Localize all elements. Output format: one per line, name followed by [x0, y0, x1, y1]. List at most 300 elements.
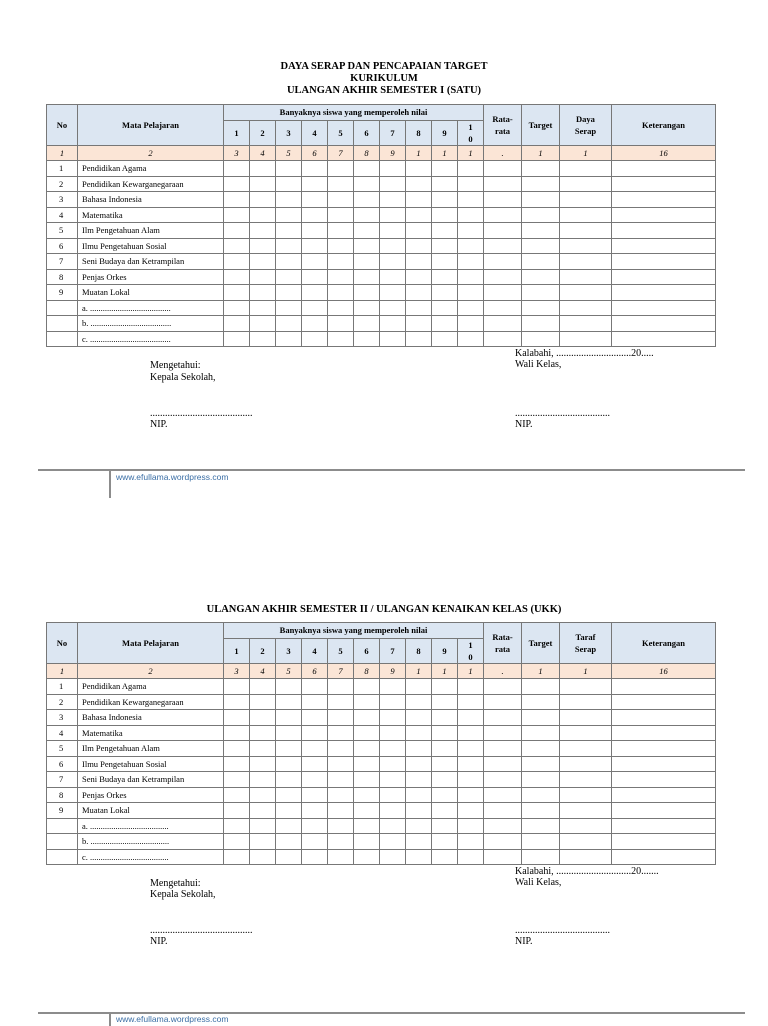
score-cell[interactable]	[354, 238, 380, 254]
score-cell[interactable]	[406, 756, 432, 772]
score-cell[interactable]	[354, 161, 380, 177]
score-cell[interactable]	[250, 285, 276, 301]
score-cell[interactable]	[250, 161, 276, 177]
score-cell[interactable]	[380, 161, 406, 177]
score-cell[interactable]	[560, 331, 612, 347]
score-cell[interactable]	[276, 818, 302, 834]
score-cell[interactable]	[354, 803, 380, 819]
score-cell[interactable]	[380, 679, 406, 695]
score-cell[interactable]	[560, 207, 612, 223]
score-cell[interactable]	[224, 316, 250, 332]
score-cell[interactable]	[276, 849, 302, 865]
score-cell[interactable]	[328, 679, 354, 695]
score-cell[interactable]	[276, 238, 302, 254]
score-cell[interactable]	[560, 285, 612, 301]
score-cell[interactable]	[224, 269, 250, 285]
score-cell[interactable]	[560, 161, 612, 177]
score-cell[interactable]	[432, 803, 458, 819]
score-cell[interactable]	[484, 710, 522, 726]
score-cell[interactable]	[380, 254, 406, 270]
score-cell[interactable]	[380, 176, 406, 192]
score-cell[interactable]	[612, 331, 716, 347]
score-cell[interactable]	[612, 192, 716, 208]
score-cell[interactable]	[250, 694, 276, 710]
score-cell[interactable]	[302, 787, 328, 803]
score-cell[interactable]	[612, 161, 716, 177]
score-cell[interactable]	[484, 818, 522, 834]
score-cell[interactable]	[432, 725, 458, 741]
score-cell[interactable]	[328, 285, 354, 301]
score-cell[interactable]	[612, 679, 716, 695]
score-cell[interactable]	[560, 176, 612, 192]
score-cell[interactable]	[458, 694, 484, 710]
score-cell[interactable]	[560, 756, 612, 772]
score-cell[interactable]	[302, 772, 328, 788]
score-cell[interactable]	[250, 834, 276, 850]
score-cell[interactable]	[276, 772, 302, 788]
score-cell[interactable]	[406, 772, 432, 788]
score-cell[interactable]	[380, 818, 406, 834]
score-cell[interactable]	[250, 741, 276, 757]
score-cell[interactable]	[276, 254, 302, 270]
score-cell[interactable]	[276, 316, 302, 332]
score-cell[interactable]	[224, 772, 250, 788]
score-cell[interactable]	[250, 300, 276, 316]
score-cell[interactable]	[224, 834, 250, 850]
score-cell[interactable]	[432, 285, 458, 301]
score-cell[interactable]	[560, 834, 612, 850]
score-cell[interactable]	[328, 269, 354, 285]
score-cell[interactable]	[302, 834, 328, 850]
score-cell[interactable]	[522, 316, 560, 332]
score-cell[interactable]	[522, 238, 560, 254]
score-cell[interactable]	[380, 285, 406, 301]
score-cell[interactable]	[522, 741, 560, 757]
score-cell[interactable]	[328, 849, 354, 865]
score-cell[interactable]	[522, 254, 560, 270]
score-cell[interactable]	[612, 803, 716, 819]
score-cell[interactable]	[406, 694, 432, 710]
score-cell[interactable]	[432, 818, 458, 834]
score-cell[interactable]	[522, 772, 560, 788]
score-cell[interactable]	[484, 834, 522, 850]
score-cell[interactable]	[380, 849, 406, 865]
score-cell[interactable]	[302, 803, 328, 819]
score-cell[interactable]	[276, 694, 302, 710]
score-cell[interactable]	[560, 269, 612, 285]
score-cell[interactable]	[484, 176, 522, 192]
score-cell[interactable]	[406, 161, 432, 177]
score-cell[interactable]	[458, 849, 484, 865]
score-cell[interactable]	[250, 223, 276, 239]
score-cell[interactable]	[224, 300, 250, 316]
score-cell[interactable]	[458, 834, 484, 850]
score-cell[interactable]	[612, 756, 716, 772]
score-cell[interactable]	[484, 787, 522, 803]
score-cell[interactable]	[354, 849, 380, 865]
score-cell[interactable]	[224, 725, 250, 741]
score-cell[interactable]	[458, 207, 484, 223]
score-cell[interactable]	[380, 741, 406, 757]
score-cell[interactable]	[302, 316, 328, 332]
score-cell[interactable]	[406, 710, 432, 726]
score-cell[interactable]	[354, 834, 380, 850]
score-cell[interactable]	[328, 710, 354, 726]
score-cell[interactable]	[406, 849, 432, 865]
score-cell[interactable]	[354, 710, 380, 726]
score-cell[interactable]	[406, 741, 432, 757]
score-cell[interactable]	[250, 803, 276, 819]
score-cell[interactable]	[276, 756, 302, 772]
score-cell[interactable]	[484, 238, 522, 254]
score-cell[interactable]	[406, 331, 432, 347]
score-cell[interactable]	[458, 818, 484, 834]
score-cell[interactable]	[406, 316, 432, 332]
score-cell[interactable]	[484, 803, 522, 819]
score-cell[interactable]	[560, 254, 612, 270]
score-cell[interactable]	[484, 254, 522, 270]
score-cell[interactable]	[250, 331, 276, 347]
score-cell[interactable]	[302, 192, 328, 208]
score-cell[interactable]	[302, 254, 328, 270]
score-cell[interactable]	[484, 207, 522, 223]
score-cell[interactable]	[484, 269, 522, 285]
score-cell[interactable]	[560, 192, 612, 208]
score-cell[interactable]	[328, 756, 354, 772]
score-cell[interactable]	[522, 161, 560, 177]
score-cell[interactable]	[250, 725, 276, 741]
score-cell[interactable]	[354, 300, 380, 316]
score-cell[interactable]	[328, 316, 354, 332]
score-cell[interactable]	[522, 285, 560, 301]
score-cell[interactable]	[380, 756, 406, 772]
score-cell[interactable]	[328, 331, 354, 347]
score-cell[interactable]	[276, 710, 302, 726]
score-cell[interactable]	[522, 679, 560, 695]
score-cell[interactable]	[406, 223, 432, 239]
score-cell[interactable]	[484, 679, 522, 695]
score-cell[interactable]	[612, 741, 716, 757]
score-cell[interactable]	[250, 238, 276, 254]
score-cell[interactable]	[302, 679, 328, 695]
score-cell[interactable]	[380, 787, 406, 803]
score-cell[interactable]	[560, 316, 612, 332]
score-cell[interactable]	[458, 772, 484, 788]
score-cell[interactable]	[224, 756, 250, 772]
score-cell[interactable]	[432, 710, 458, 726]
score-cell[interactable]	[522, 176, 560, 192]
score-cell[interactable]	[522, 694, 560, 710]
score-cell[interactable]	[484, 849, 522, 865]
score-cell[interactable]	[560, 787, 612, 803]
footer-link[interactable]: www.efullama.wordpress.com	[116, 472, 229, 482]
score-cell[interactable]	[560, 679, 612, 695]
score-cell[interactable]	[522, 207, 560, 223]
score-cell[interactable]	[302, 161, 328, 177]
score-cell[interactable]	[224, 803, 250, 819]
score-cell[interactable]	[458, 679, 484, 695]
score-cell[interactable]	[328, 741, 354, 757]
score-cell[interactable]	[276, 725, 302, 741]
score-cell[interactable]	[432, 300, 458, 316]
score-cell[interactable]	[302, 818, 328, 834]
score-cell[interactable]	[224, 176, 250, 192]
score-cell[interactable]	[302, 710, 328, 726]
score-cell[interactable]	[354, 223, 380, 239]
score-cell[interactable]	[522, 803, 560, 819]
score-cell[interactable]	[458, 269, 484, 285]
score-cell[interactable]	[522, 725, 560, 741]
score-cell[interactable]	[560, 725, 612, 741]
score-cell[interactable]	[406, 300, 432, 316]
score-cell[interactable]	[484, 161, 522, 177]
score-cell[interactable]	[224, 331, 250, 347]
score-cell[interactable]	[380, 238, 406, 254]
score-cell[interactable]	[276, 331, 302, 347]
score-cell[interactable]	[276, 269, 302, 285]
score-cell[interactable]	[560, 818, 612, 834]
score-cell[interactable]	[250, 710, 276, 726]
score-cell[interactable]	[406, 176, 432, 192]
score-cell[interactable]	[432, 176, 458, 192]
score-cell[interactable]	[224, 254, 250, 270]
score-cell[interactable]	[224, 192, 250, 208]
score-cell[interactable]	[432, 254, 458, 270]
score-cell[interactable]	[302, 300, 328, 316]
score-cell[interactable]	[354, 741, 380, 757]
score-cell[interactable]	[276, 741, 302, 757]
score-cell[interactable]	[612, 818, 716, 834]
score-cell[interactable]	[484, 725, 522, 741]
score-cell[interactable]	[380, 772, 406, 788]
score-cell[interactable]	[380, 223, 406, 239]
score-cell[interactable]	[328, 238, 354, 254]
score-cell[interactable]	[380, 710, 406, 726]
score-cell[interactable]	[484, 300, 522, 316]
score-cell[interactable]	[432, 316, 458, 332]
score-cell[interactable]	[380, 207, 406, 223]
score-cell[interactable]	[276, 223, 302, 239]
score-cell[interactable]	[612, 285, 716, 301]
score-cell[interactable]	[406, 818, 432, 834]
score-cell[interactable]	[612, 223, 716, 239]
score-cell[interactable]	[406, 285, 432, 301]
score-cell[interactable]	[522, 849, 560, 865]
score-cell[interactable]	[612, 316, 716, 332]
score-cell[interactable]	[432, 694, 458, 710]
score-cell[interactable]	[380, 834, 406, 850]
score-cell[interactable]	[458, 710, 484, 726]
score-cell[interactable]	[354, 787, 380, 803]
score-cell[interactable]	[224, 787, 250, 803]
score-cell[interactable]	[484, 285, 522, 301]
score-cell[interactable]	[380, 803, 406, 819]
score-cell[interactable]	[224, 694, 250, 710]
score-cell[interactable]	[612, 787, 716, 803]
score-cell[interactable]	[250, 269, 276, 285]
score-cell[interactable]	[432, 223, 458, 239]
score-cell[interactable]	[328, 192, 354, 208]
score-cell[interactable]	[328, 803, 354, 819]
score-cell[interactable]	[560, 694, 612, 710]
score-cell[interactable]	[484, 694, 522, 710]
score-cell[interactable]	[276, 300, 302, 316]
score-cell[interactable]	[224, 223, 250, 239]
score-cell[interactable]	[328, 694, 354, 710]
score-cell[interactable]	[484, 316, 522, 332]
score-cell[interactable]	[250, 772, 276, 788]
score-cell[interactable]	[354, 772, 380, 788]
score-cell[interactable]	[224, 710, 250, 726]
score-cell[interactable]	[354, 679, 380, 695]
score-cell[interactable]	[354, 818, 380, 834]
score-cell[interactable]	[522, 223, 560, 239]
score-cell[interactable]	[612, 300, 716, 316]
score-cell[interactable]	[612, 238, 716, 254]
score-cell[interactable]	[354, 725, 380, 741]
score-cell[interactable]	[522, 710, 560, 726]
score-cell[interactable]	[432, 679, 458, 695]
score-cell[interactable]	[302, 223, 328, 239]
score-cell[interactable]	[522, 756, 560, 772]
score-cell[interactable]	[328, 818, 354, 834]
score-cell[interactable]	[560, 300, 612, 316]
score-cell[interactable]	[612, 834, 716, 850]
score-cell[interactable]	[458, 300, 484, 316]
score-cell[interactable]	[302, 176, 328, 192]
score-cell[interactable]	[380, 725, 406, 741]
score-cell[interactable]	[458, 756, 484, 772]
score-cell[interactable]	[250, 316, 276, 332]
score-cell[interactable]	[276, 834, 302, 850]
score-cell[interactable]	[432, 834, 458, 850]
score-cell[interactable]	[354, 207, 380, 223]
score-cell[interactable]	[560, 238, 612, 254]
score-cell[interactable]	[224, 238, 250, 254]
score-cell[interactable]	[406, 269, 432, 285]
score-cell[interactable]	[458, 316, 484, 332]
score-cell[interactable]	[250, 787, 276, 803]
score-cell[interactable]	[458, 238, 484, 254]
score-cell[interactable]	[380, 331, 406, 347]
score-cell[interactable]	[328, 207, 354, 223]
score-cell[interactable]	[302, 756, 328, 772]
score-cell[interactable]	[276, 161, 302, 177]
score-cell[interactable]	[612, 710, 716, 726]
score-cell[interactable]	[224, 818, 250, 834]
score-cell[interactable]	[250, 192, 276, 208]
score-cell[interactable]	[276, 787, 302, 803]
score-cell[interactable]	[432, 192, 458, 208]
score-cell[interactable]	[484, 756, 522, 772]
score-cell[interactable]	[224, 849, 250, 865]
score-cell[interactable]	[560, 772, 612, 788]
score-cell[interactable]	[224, 285, 250, 301]
score-cell[interactable]	[458, 254, 484, 270]
score-cell[interactable]	[354, 756, 380, 772]
score-cell[interactable]	[458, 741, 484, 757]
score-cell[interactable]	[522, 331, 560, 347]
score-cell[interactable]	[354, 254, 380, 270]
score-cell[interactable]	[484, 192, 522, 208]
score-cell[interactable]	[328, 300, 354, 316]
score-cell[interactable]	[276, 803, 302, 819]
score-cell[interactable]	[328, 223, 354, 239]
score-cell[interactable]	[276, 285, 302, 301]
score-cell[interactable]	[458, 787, 484, 803]
score-cell[interactable]	[354, 269, 380, 285]
score-cell[interactable]	[250, 849, 276, 865]
score-cell[interactable]	[302, 849, 328, 865]
score-cell[interactable]	[432, 238, 458, 254]
score-cell[interactable]	[522, 192, 560, 208]
score-cell[interactable]	[302, 725, 328, 741]
score-cell[interactable]	[432, 756, 458, 772]
score-cell[interactable]	[560, 803, 612, 819]
score-cell[interactable]	[380, 316, 406, 332]
score-cell[interactable]	[302, 269, 328, 285]
score-cell[interactable]	[522, 818, 560, 834]
score-cell[interactable]	[612, 254, 716, 270]
score-cell[interactable]	[612, 772, 716, 788]
score-cell[interactable]	[250, 756, 276, 772]
score-cell[interactable]	[458, 725, 484, 741]
score-cell[interactable]	[250, 176, 276, 192]
score-cell[interactable]	[432, 849, 458, 865]
score-cell[interactable]	[276, 192, 302, 208]
score-cell[interactable]	[406, 787, 432, 803]
score-cell[interactable]	[432, 331, 458, 347]
score-cell[interactable]	[458, 192, 484, 208]
score-cell[interactable]	[484, 223, 522, 239]
score-cell[interactable]	[406, 803, 432, 819]
score-cell[interactable]	[522, 269, 560, 285]
score-cell[interactable]	[458, 161, 484, 177]
score-cell[interactable]	[560, 223, 612, 239]
score-cell[interactable]	[432, 269, 458, 285]
score-cell[interactable]	[432, 772, 458, 788]
score-cell[interactable]	[250, 207, 276, 223]
score-cell[interactable]	[406, 679, 432, 695]
score-cell[interactable]	[354, 331, 380, 347]
score-cell[interactable]	[276, 679, 302, 695]
score-cell[interactable]	[302, 285, 328, 301]
score-cell[interactable]	[224, 741, 250, 757]
score-cell[interactable]	[522, 787, 560, 803]
score-cell[interactable]	[612, 849, 716, 865]
score-cell[interactable]	[612, 694, 716, 710]
score-cell[interactable]	[380, 192, 406, 208]
score-cell[interactable]	[354, 316, 380, 332]
score-cell[interactable]	[380, 300, 406, 316]
score-cell[interactable]	[484, 331, 522, 347]
score-cell[interactable]	[224, 207, 250, 223]
score-cell[interactable]	[224, 161, 250, 177]
score-cell[interactable]	[522, 834, 560, 850]
score-cell[interactable]	[406, 725, 432, 741]
score-cell[interactable]	[612, 207, 716, 223]
score-cell[interactable]	[302, 694, 328, 710]
score-cell[interactable]	[406, 834, 432, 850]
score-cell[interactable]	[328, 176, 354, 192]
score-cell[interactable]	[354, 285, 380, 301]
score-cell[interactable]	[380, 269, 406, 285]
score-cell[interactable]	[522, 300, 560, 316]
score-cell[interactable]	[328, 772, 354, 788]
score-cell[interactable]	[560, 849, 612, 865]
score-cell[interactable]	[432, 161, 458, 177]
score-cell[interactable]	[276, 207, 302, 223]
